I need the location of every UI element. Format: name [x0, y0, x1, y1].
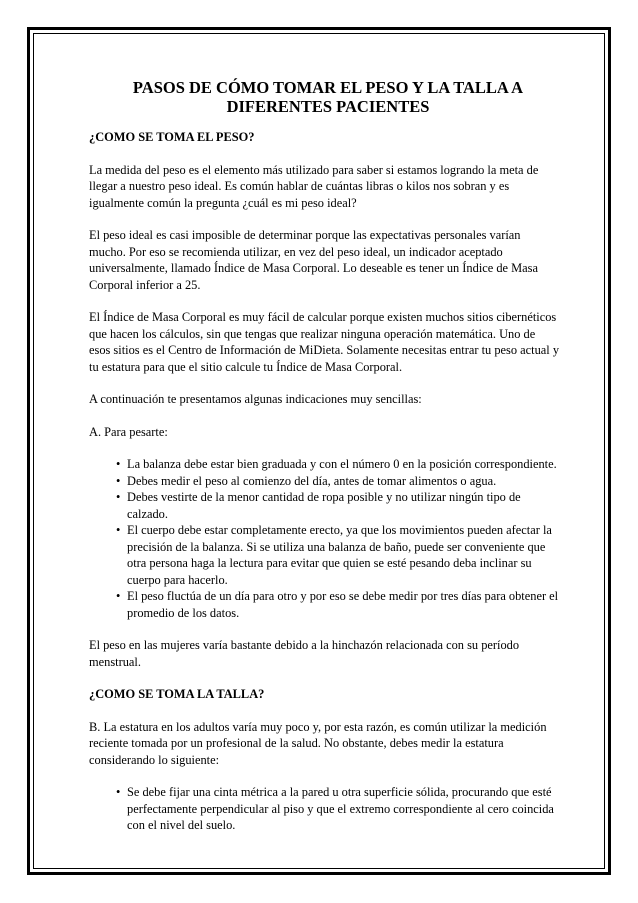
bullet-icon: •: [116, 490, 121, 504]
section-heading-height: ¿COMO SE TOMA LA TALLA?: [89, 687, 265, 701]
paragraph-instructions-intro: A continuación te presentamos algunas indicaciones muy sencillas:: [89, 392, 422, 406]
bullet-icon: •: [116, 473, 121, 488]
paragraph-height-intro: B. La estatura en los adultos varía muy poco y, por esta razón, es común utilizar la medición reciente tomada por un profesional de la salud. No obstante, debes medir la estatura considerando lo siguiente:: [89, 719, 547, 767]
list-item: • Debes vestirte de la menor cantidad de ropa posible y no utilizar ningún tipo de calzado.: [116, 490, 521, 521]
document-title: PASOS DE CÓMO TOMAR EL PESO Y LA TALLA A DIFERENTES PACIENTES: [132, 78, 524, 116]
list-item: • La balanza debe estar bien graduada y con el número 0 en la posición correspondiente.: [116, 457, 557, 471]
bullet-icon: •: [116, 589, 121, 603]
section-heading-weight: ¿COMO SE TOMA EL PESO?: [89, 130, 255, 144]
height-instructions-list: [89, 784, 559, 834]
paragraph-bmi: El Índice de Masa Corporal es muy fácil de calcular porque existen muchos sitios cibernéticos que hacen los cálculos, sin que tengas que realizar ninguna operación matemática. Uno de esos sitios es el Centro de Información de MiDieta. Solamente necesitas entrar tu peso actual y tu estatura para que el sitio calcule tu Índice de Masa Corporal.: [89, 310, 560, 374]
list-item: • El cuerpo debe estar completamente erecto, ya que los movimientos pueden afectar la precisión de la balanza. Si se utiliza una balanza de baño, puede ser conveniente que otra persona haga la lectura para evitar que quien se esté pesando deba inclinar su cuerpo para hacerlo.: [116, 523, 552, 587]
paragraph-ideal-weight: El peso ideal es casi imposible de determinar porque las expectativas personales varían mucho. Por eso se recomienda utilizar, en vez del peso ideal, un indicador aceptado universalmente, llamado Índice de Masa Corporal. Lo deseable es tener un Índice de Masa Corporal inferior a 25.: [89, 228, 538, 292]
list-item: • Se debe fijar una cinta métrica a la pared u otra superficie sólida, procurando que esté perfectamente perpendicular al piso y que el extremo correspondiente al cero coincida con el nivel del suelo.: [116, 785, 554, 832]
list-item: • El peso fluctúa de un día para otro y por eso se debe medir por tres días para obtener el promedio de los datos.: [116, 589, 559, 620]
paragraph-weigh-label: A. Para pesarte:: [89, 424, 168, 439]
bullet-icon: •: [116, 523, 121, 537]
document-body: [89, 78, 559, 834]
bullet-icon: •: [116, 457, 121, 471]
paragraph-women-weight: El peso en las mujeres varía bastante debido a la hinchazón relacionada con su período menstrual.: [89, 638, 520, 669]
list-item: • Debes medir el peso al comienzo del día, antes de tomar alimentos o agua.: [116, 473, 497, 488]
weight-instructions-list: [89, 456, 559, 621]
bullet-icon: •: [116, 785, 121, 799]
paragraph-weight-intro: La medida del peso es el elemento más utilizado para saber si estamos logrando la meta de llegar a nuestro peso ideal. Es común hablar de cuántas libras o kilos nos sobran y es igualmente común la pregunta ¿cuál es mi peso ideal?: [89, 162, 539, 210]
